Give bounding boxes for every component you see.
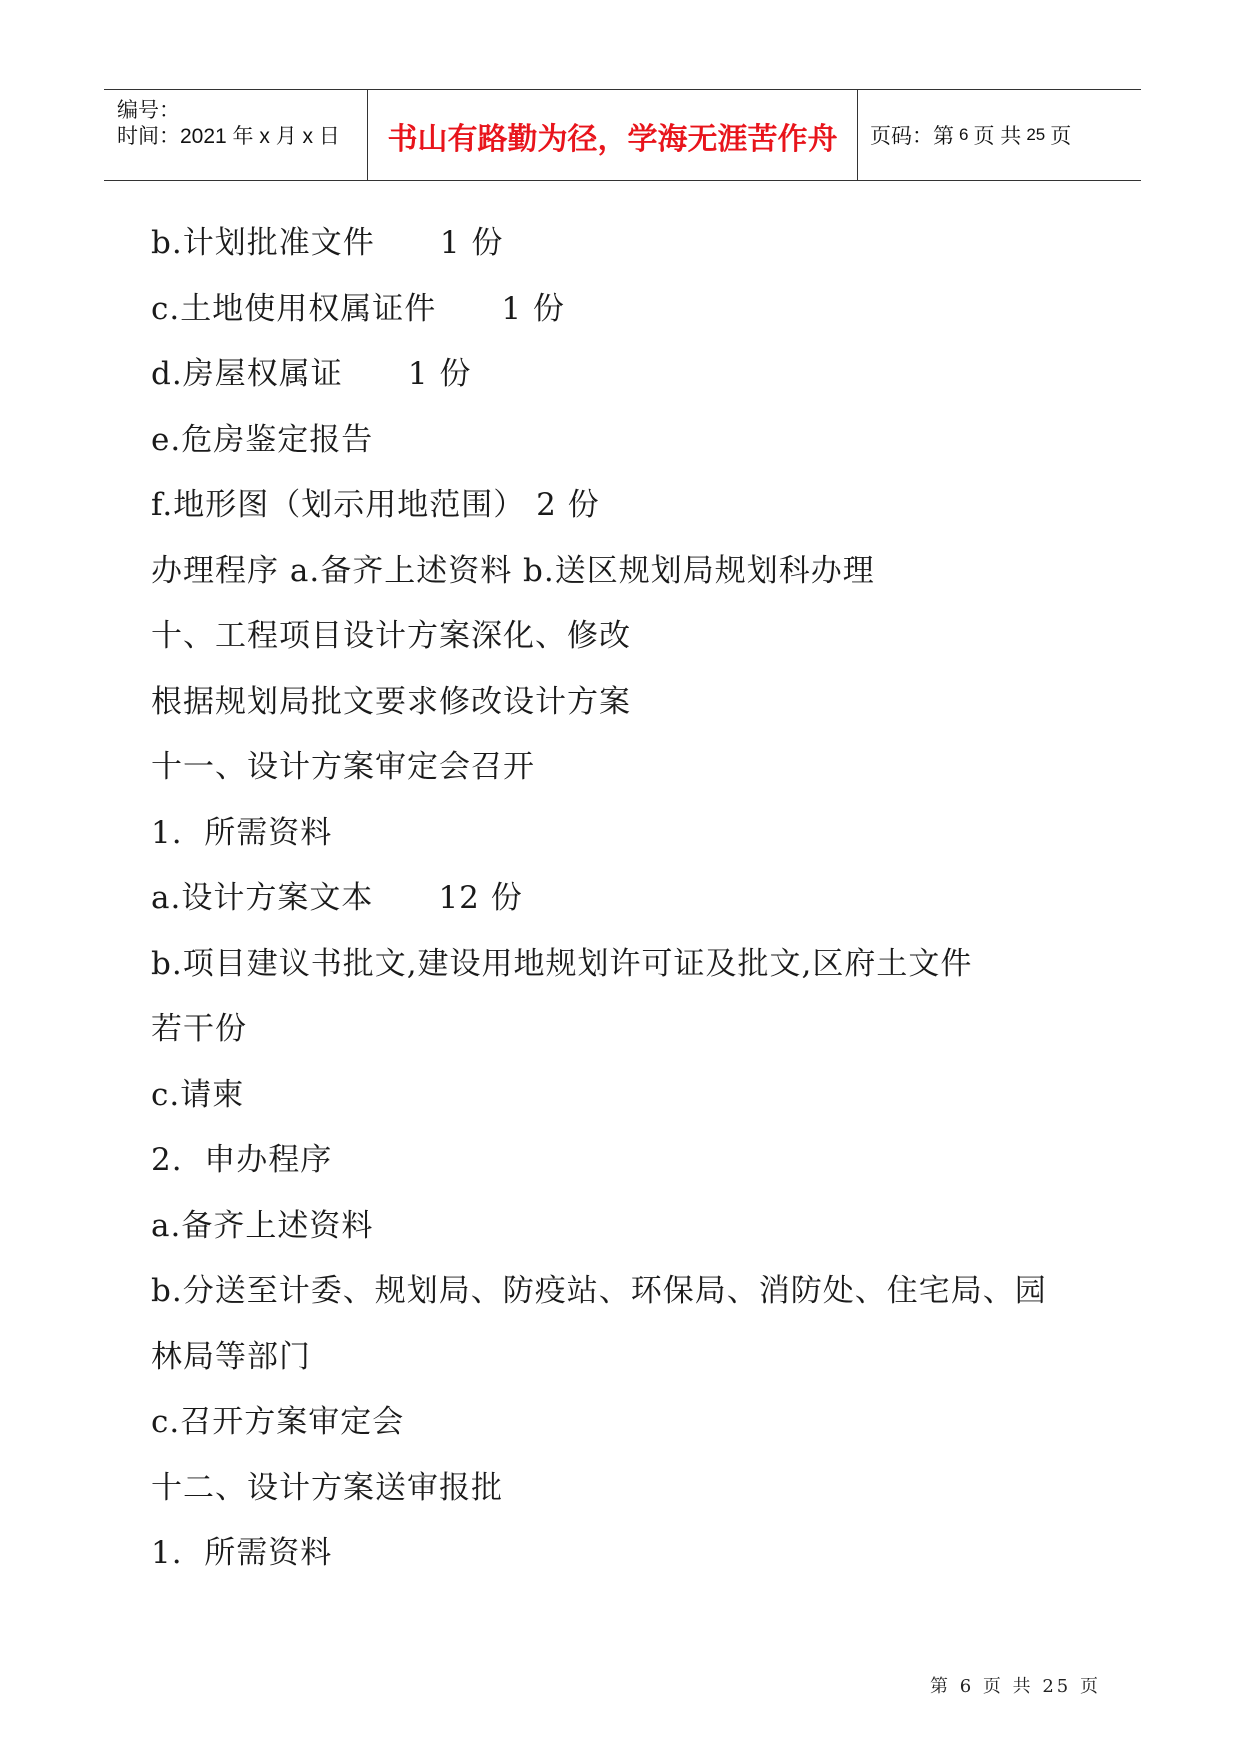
text-line: 根据规划局批文要求修改设计方案 xyxy=(151,683,631,720)
text-line: 办理程序 a.备齐上述资料 b.送区规划局规划科办理 xyxy=(151,552,875,589)
text-line: a.备齐上述资料 xyxy=(151,1207,374,1244)
section-heading: 十一、设计方案审定会召开 xyxy=(151,749,535,785)
page-current-number: 6 xyxy=(959,125,969,144)
document-number-label: 编号： xyxy=(117,99,180,122)
page-footer: 第 6 页 共 25 页 xyxy=(930,1676,1101,1697)
subsection-heading: 1. 所需资料 xyxy=(151,1535,333,1571)
text-line: c.土地使用权属证件 1 份 xyxy=(151,290,565,327)
text-line: e.危房鉴定报告 xyxy=(151,421,374,458)
document-body xyxy=(151,218,1111,1594)
text-line: b.分送至计委、规划局、防疫站、环保局、消防处、住宅局、园 xyxy=(151,1273,1047,1309)
page-middle: 页 共 xyxy=(973,125,1022,148)
text-line: c.召开方案审定会 xyxy=(151,1404,405,1440)
section-heading: 十二、设计方案送审报批 xyxy=(151,1469,503,1506)
page-prefix: 页码：第 xyxy=(870,125,954,148)
text-line: c.请柬 xyxy=(151,1076,245,1113)
header-meta-cell xyxy=(104,90,368,180)
subsection-heading: 1. 所需资料 xyxy=(151,814,333,851)
text-line: d.房屋权属证 1 份 xyxy=(151,356,472,392)
document-time-label: 时间：2021 年 x 月 x 日 xyxy=(117,125,340,148)
header-motto: 书山有路勤为径，学海无涯苦作舟 xyxy=(387,122,838,157)
text-line: b.计划批准文件 1 份 xyxy=(151,225,504,261)
text-line: a.设计方案文本 12 份 xyxy=(151,880,523,916)
header-motto-cell xyxy=(368,90,858,180)
text-line: 若干份 xyxy=(151,1011,247,1047)
subsection-heading: 2. 申办程序 xyxy=(151,1142,333,1178)
header-page-cell xyxy=(858,90,1141,180)
text-line: b.项目建议书批文,建设用地规划许可证及批文,区府土文件 xyxy=(151,945,973,982)
text-line: f.地形图（划示用地范围） 2 份 xyxy=(151,487,600,523)
page-suffix: 页 xyxy=(1050,125,1072,148)
section-heading: 十、工程项目设计方案深化、修改 xyxy=(151,618,631,654)
page-total-number: 25 xyxy=(1026,125,1046,144)
text-line: 林局等部门 xyxy=(151,1338,311,1375)
page-header xyxy=(104,89,1141,181)
